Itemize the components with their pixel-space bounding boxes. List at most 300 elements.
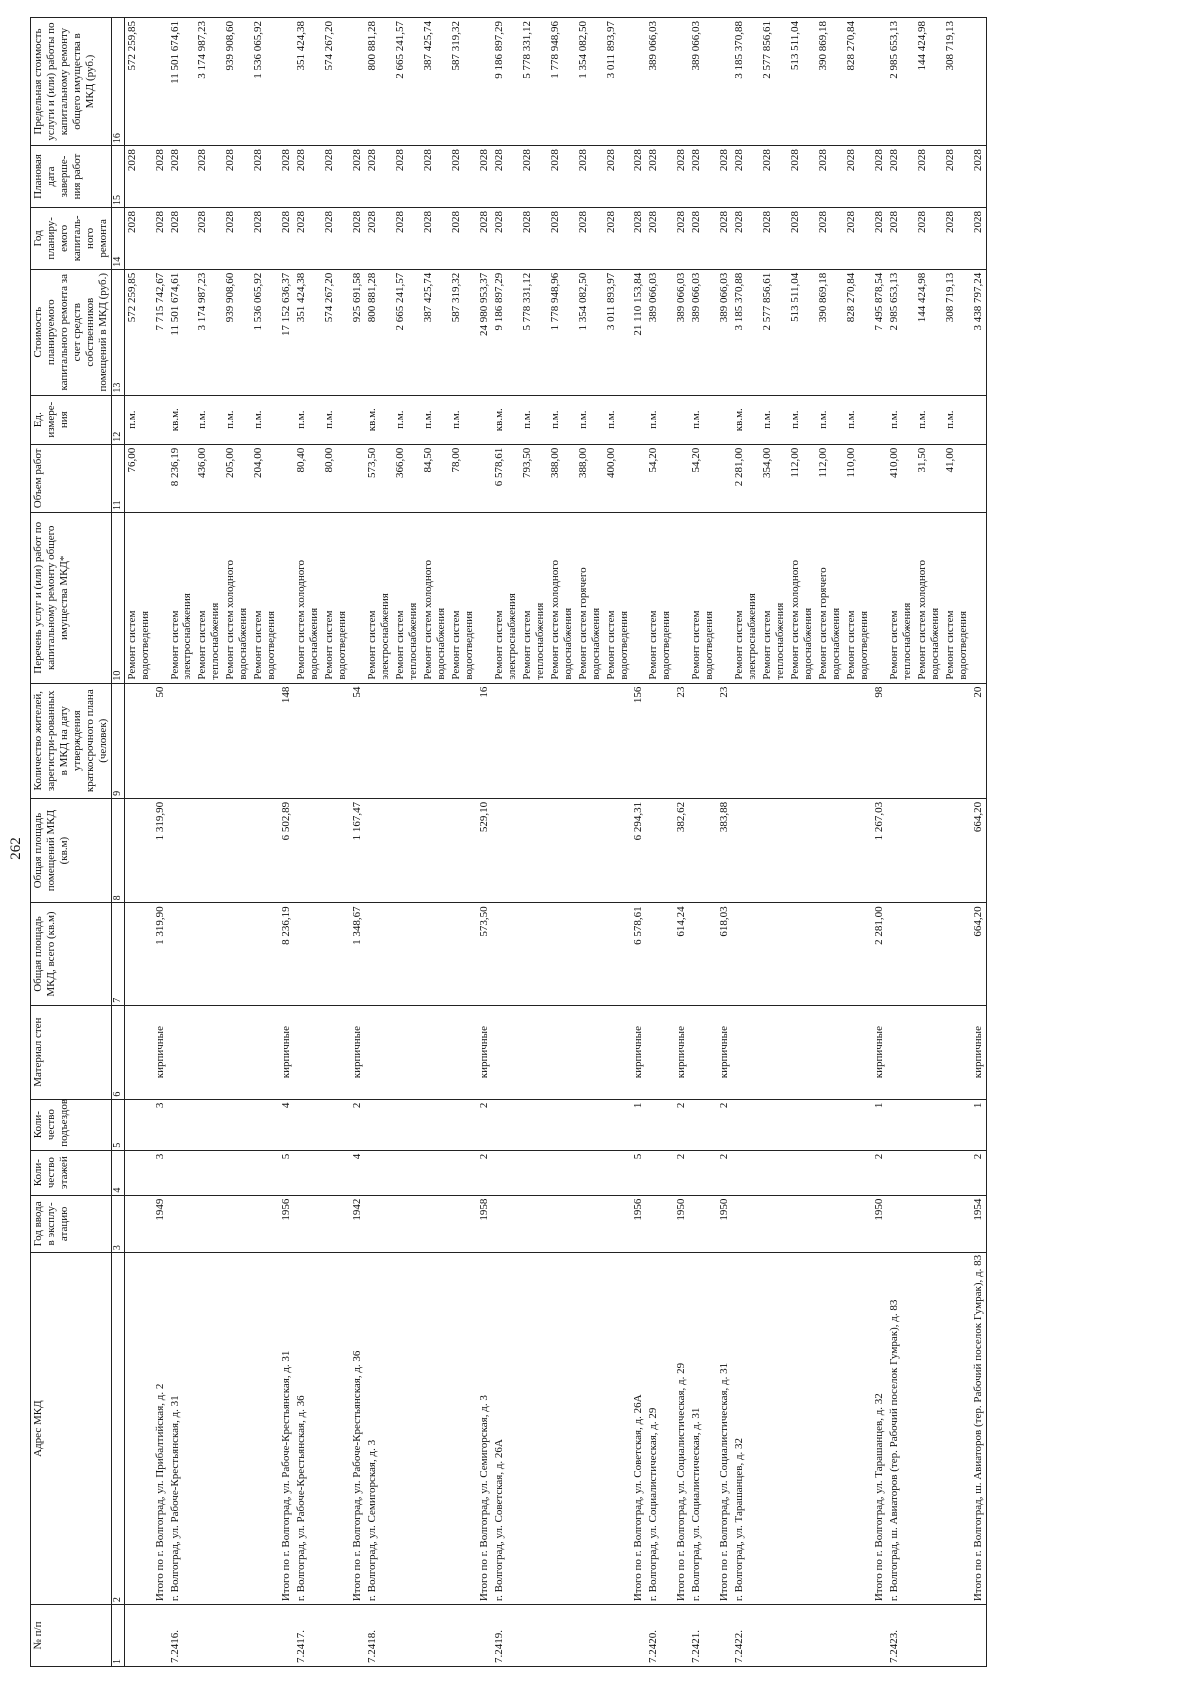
table-cell: [449, 1605, 477, 1667]
table-row: [689, 18, 717, 1667]
table-cell: 618,03: [717, 903, 732, 1005]
column-number: 1: [111, 1605, 124, 1667]
work-description-cell: [421, 512, 449, 683]
table-cell: [322, 1099, 350, 1150]
table-cell: [251, 1253, 279, 1605]
table-cell: 3 438 797,24: [971, 269, 986, 395]
table-cell: 587 319,32: [449, 269, 477, 395]
total-row: [153, 18, 168, 1667]
table-cell: 6 502,89: [279, 798, 294, 903]
work-description-line: водоснабжения: [561, 607, 574, 680]
capital-repair-table: [30, 17, 987, 1667]
work-description-line: электроснабжения: [746, 593, 759, 680]
table-cell: 1 348,67: [350, 903, 365, 1005]
table-row: [195, 18, 223, 1667]
column-header: Ед. измере-ния: [31, 395, 112, 444]
table-row: [223, 18, 251, 1667]
table-cell: 573,50: [365, 444, 393, 512]
table-cell: [124, 1253, 152, 1605]
work-description-cell: [548, 512, 576, 683]
table-cell: г. Волгоград, ш. Авиаторов (тер. Рабочий поселок Гумрак), д. 83: [887, 1253, 915, 1605]
work-description-cell: [195, 512, 223, 683]
table-cell: [223, 903, 251, 1005]
table-cell: [322, 1253, 350, 1605]
table-cell: [492, 1005, 520, 1099]
table-cell: [631, 18, 646, 146]
total-row: [872, 18, 887, 1667]
table-row: [548, 18, 576, 1667]
table-cell: [548, 1605, 576, 1667]
table-cell: 3 011 893,97: [604, 269, 632, 395]
table-cell: [760, 683, 788, 798]
table-cell: п.м.: [915, 395, 943, 444]
table-cell: [971, 1605, 986, 1667]
table-cell: 436,00: [195, 444, 223, 512]
total-row: [279, 18, 294, 1667]
table-cell: [788, 1099, 816, 1150]
table-cell: [393, 1150, 421, 1195]
table-cell: кв.м.: [168, 395, 196, 444]
table-cell: [195, 1195, 223, 1253]
work-description-line: водоотведения: [857, 610, 870, 680]
table-cell: 9 186 897,29: [492, 18, 520, 146]
table-cell: [477, 512, 492, 683]
table-cell: [604, 1195, 632, 1253]
table-cell: 110,00: [844, 444, 872, 512]
table-cell: 11 501 674,61: [168, 269, 196, 395]
table-row: [788, 18, 816, 1667]
table-cell: 2028: [153, 146, 168, 208]
table-cell: 2028: [279, 146, 294, 208]
table-cell: 2028: [732, 207, 760, 269]
table-row: [294, 18, 322, 1667]
table-cell: 2028: [943, 146, 971, 208]
table-cell: 204,00: [251, 444, 279, 512]
table-cell: [393, 1005, 421, 1099]
column-header: Предельная стоимость услуги и (или) работы по капитальному ремонту общего имущества в МКД (руб.): [31, 18, 112, 146]
table-cell: г. Волгоград, ул. Рабоче-Крестьянская, д. 31: [168, 1253, 196, 1605]
table-row: [915, 18, 943, 1667]
table-cell: [322, 798, 350, 903]
table-cell: [604, 1099, 632, 1150]
table-cell: [816, 1605, 844, 1667]
table-cell: 2028: [279, 207, 294, 269]
table-cell: [365, 1099, 393, 1150]
table-cell: [223, 798, 251, 903]
table-cell: [195, 1150, 223, 1195]
table-cell: [788, 683, 816, 798]
table-cell: п.м.: [887, 395, 915, 444]
table-cell: [124, 903, 152, 1005]
table-cell: 1942: [350, 1195, 365, 1253]
table-cell: 2 577 856,61: [760, 18, 788, 146]
work-description-line: Ремонт систем: [647, 610, 660, 680]
table-cell: [631, 444, 646, 512]
table-row: [816, 18, 844, 1667]
table-cell: [168, 683, 196, 798]
table-cell: [421, 1195, 449, 1253]
table-cell: [251, 1099, 279, 1150]
table-cell: 2028: [844, 207, 872, 269]
table-cell: [915, 1099, 943, 1150]
work-description-cell: [365, 512, 393, 683]
table-cell: 2028: [195, 146, 223, 208]
table-cell: 2028: [223, 207, 251, 269]
table-row: [322, 18, 350, 1667]
table-cell: 2 281,00: [872, 903, 887, 1005]
table-cell: 2028: [492, 146, 520, 208]
table-cell: [689, 1005, 717, 1099]
table-cell: 1 267,03: [872, 798, 887, 903]
table-cell: [294, 1195, 322, 1253]
column-number: 9: [111, 683, 124, 798]
table-cell: [943, 1099, 971, 1150]
table-cell: [548, 683, 576, 798]
work-description-line: водоснабжения: [830, 607, 843, 680]
work-description-line: Ремонт систем: [366, 610, 379, 680]
work-description-line: Ремонт систем горячего: [817, 567, 830, 680]
table-cell: [943, 903, 971, 1005]
table-cell: 2028: [492, 207, 520, 269]
table-cell: [971, 512, 986, 683]
table-cell: 20: [971, 683, 986, 798]
table-cell: [492, 798, 520, 903]
table-cell: [887, 903, 915, 1005]
table-cell: [124, 1099, 152, 1150]
table-cell: [195, 1005, 223, 1099]
table-header: [31, 18, 125, 1667]
table-cell: [393, 1195, 421, 1253]
work-description-cell: [124, 512, 152, 683]
table-cell: [887, 1099, 915, 1150]
table-cell: [195, 903, 223, 1005]
table-cell: 2 577 856,61: [760, 269, 788, 395]
table-body: [124, 18, 986, 1667]
column-header: Объем работ: [31, 444, 112, 512]
work-description-cell: [520, 512, 548, 683]
table-cell: 2028: [788, 207, 816, 269]
total-row: [971, 18, 986, 1667]
table-cell: 2028: [872, 146, 887, 208]
column-header: Стоимость планируемого капитального ремонта за счет средств собственников помещений в МКД (руб.): [31, 269, 112, 395]
work-description-line: водоснабжения: [802, 607, 815, 680]
table-cell: кирпичные: [872, 1005, 887, 1099]
table-cell: [322, 903, 350, 1005]
table-cell: 2028: [195, 207, 223, 269]
table-cell: [548, 1253, 576, 1605]
column-number: 10: [111, 512, 124, 683]
table-cell: [322, 1150, 350, 1195]
table-cell: [477, 1605, 492, 1667]
table-cell: 388,00: [576, 444, 604, 512]
table-cell: [576, 1195, 604, 1253]
table-cell: 513 511,04: [788, 269, 816, 395]
table-cell: [717, 1605, 732, 1667]
table-cell: 4: [279, 1099, 294, 1150]
table-cell: 2028: [717, 207, 732, 269]
table-cell: [449, 903, 477, 1005]
table-cell: [449, 1099, 477, 1150]
table-cell: 2028: [646, 207, 674, 269]
table-cell: [816, 1005, 844, 1099]
table-cell: [124, 1005, 152, 1099]
table-cell: [153, 512, 168, 683]
table-cell: [646, 1150, 674, 1195]
work-description-line: Ремонт систем: [492, 610, 505, 680]
table-cell: кирпичные: [279, 1005, 294, 1099]
table-cell: [576, 1099, 604, 1150]
total-row: [350, 18, 365, 1667]
table-cell: 4: [350, 1150, 365, 1195]
work-description-line: водоотведения: [617, 610, 630, 680]
table-cell: [251, 1150, 279, 1195]
table-cell: 573,50: [477, 903, 492, 1005]
work-description-cell: [887, 512, 915, 683]
table-cell: 800 881,28: [365, 18, 393, 146]
table-cell: [915, 903, 943, 1005]
table-cell: [760, 903, 788, 1005]
table-cell: [168, 1005, 196, 1099]
table-cell: [168, 903, 196, 1005]
table-cell: 2028: [844, 146, 872, 208]
table-cell: 389 066,03: [646, 269, 674, 395]
table-cell: п.м.: [760, 395, 788, 444]
table-cell: [223, 1253, 251, 1605]
table-cell: [887, 1195, 915, 1253]
work-description-line: водоотведения: [265, 610, 278, 680]
table-cell: 2 281,00: [732, 444, 760, 512]
table-cell: [915, 683, 943, 798]
table-cell: 2028: [915, 146, 943, 208]
table-cell: [943, 1195, 971, 1253]
table-cell: 664,20: [971, 798, 986, 903]
table-cell: кирпичные: [971, 1005, 986, 1099]
table-cell: [872, 444, 887, 512]
work-description-line: водоснабжения: [237, 607, 250, 680]
table-cell: [788, 1605, 816, 1667]
table-cell: 2028: [294, 207, 322, 269]
work-description-line: Ремонт систем: [252, 610, 265, 680]
work-description-line: теплоснабжения: [774, 602, 787, 680]
work-description-cell: [168, 512, 196, 683]
table-cell: 2028: [153, 207, 168, 269]
table-row: [124, 18, 152, 1667]
table-cell: [548, 1099, 576, 1150]
table-cell: 2028: [520, 207, 548, 269]
table-row: [365, 18, 393, 1667]
table-cell: [576, 798, 604, 903]
table-cell: [393, 798, 421, 903]
table-cell: [492, 1099, 520, 1150]
table-cell: [788, 1005, 816, 1099]
table-cell: [153, 1605, 168, 1667]
table-cell: 6 578,61: [492, 444, 520, 512]
table-cell: [449, 1005, 477, 1099]
work-description-cell: [294, 512, 322, 683]
table-cell: [971, 395, 986, 444]
column-number: 8: [111, 798, 124, 903]
table-cell: 2028: [520, 146, 548, 208]
table-cell: [168, 1195, 196, 1253]
table-cell: [421, 798, 449, 903]
table-cell: [492, 1150, 520, 1195]
table-cell: 2028: [887, 207, 915, 269]
table-cell: [872, 512, 887, 683]
table-cell: 3: [153, 1099, 168, 1150]
table-cell: [294, 798, 322, 903]
table-cell: [631, 395, 646, 444]
table-row: [168, 18, 196, 1667]
table-cell: [520, 1099, 548, 1150]
work-description-line: водоснабжения: [434, 607, 447, 680]
work-description-line: водоснабжения: [308, 607, 321, 680]
table-cell: [689, 1150, 717, 1195]
table-cell: [674, 395, 689, 444]
table-cell: 2 665 241,57: [393, 18, 421, 146]
table-cell: [251, 683, 279, 798]
table-cell: [788, 798, 816, 903]
table-cell: 387 425,74: [421, 269, 449, 395]
work-description-line: электроснабжения: [379, 593, 392, 680]
table-cell: [689, 1099, 717, 1150]
table-cell: [365, 1005, 393, 1099]
table-cell: 2028: [717, 146, 732, 208]
table-cell: 7.2418.: [365, 1605, 393, 1667]
table-cell: [816, 1253, 844, 1605]
table-cell: [294, 1005, 322, 1099]
column-header: Перечень услуг и (или) работ по капитальному ремонту общего имущества МКД*: [31, 512, 112, 683]
table-cell: кирпичные: [717, 1005, 732, 1099]
table-cell: 3 174 987,23: [195, 269, 223, 395]
table-cell: 3: [153, 1150, 168, 1195]
table-cell: [322, 1195, 350, 1253]
table-cell: 2028: [421, 207, 449, 269]
table-cell: 2: [717, 1099, 732, 1150]
table-cell: 2028: [393, 207, 421, 269]
table-row: [887, 18, 915, 1667]
table-cell: [887, 1005, 915, 1099]
table-cell: [548, 1195, 576, 1253]
table-cell: [760, 1150, 788, 1195]
table-cell: [604, 798, 632, 903]
table-cell: 2028: [674, 146, 689, 208]
table-cell: [760, 1605, 788, 1667]
table-cell: 3 185 370,88: [732, 18, 760, 146]
work-description-cell: [816, 512, 844, 683]
table-row: [251, 18, 279, 1667]
column-number: 13: [111, 269, 124, 395]
table-cell: [251, 903, 279, 1005]
table-cell: [322, 1605, 350, 1667]
table-cell: 1 319,90: [153, 798, 168, 903]
table-cell: [365, 1195, 393, 1253]
table-cell: [689, 1195, 717, 1253]
table-cell: 2028: [421, 146, 449, 208]
table-cell: [943, 1150, 971, 1195]
table-cell: кв.м.: [365, 395, 393, 444]
table-row: [520, 18, 548, 1667]
table-cell: [520, 1605, 548, 1667]
table-cell: [816, 903, 844, 1005]
table-cell: [631, 512, 646, 683]
table-cell: 2: [477, 1099, 492, 1150]
table-cell: 925 691,58: [350, 269, 365, 395]
table-cell: п.м.: [548, 395, 576, 444]
table-cell: 2028: [322, 207, 350, 269]
table-cell: 572 259,85: [124, 18, 152, 146]
table-cell: [604, 1253, 632, 1605]
table-cell: 2028: [872, 207, 887, 269]
table-cell: [844, 1099, 872, 1150]
table-cell: 2 985 653,13: [887, 269, 915, 395]
table-cell: п.м.: [816, 395, 844, 444]
table-cell: 7.2419.: [492, 1605, 520, 1667]
table-cell: 31,50: [915, 444, 943, 512]
table-cell: 6 578,61: [631, 903, 646, 1005]
table-cell: 351 424,38: [294, 18, 322, 146]
column-number: 14: [111, 207, 124, 269]
work-description-line: теплоснабжения: [900, 602, 913, 680]
table-cell: [223, 1605, 251, 1667]
table-cell: [350, 1605, 365, 1667]
column-header: Общая площадь МКД, всего (кв.м): [31, 903, 112, 1005]
table-cell: 2028: [604, 146, 632, 208]
table-cell: [124, 1605, 152, 1667]
table-cell: 144 424,98: [915, 269, 943, 395]
table-cell: [760, 1195, 788, 1253]
table-cell: 54,20: [646, 444, 674, 512]
table-cell: 76,00: [124, 444, 152, 512]
table-cell: [732, 798, 760, 903]
table-cell: 2: [717, 1150, 732, 1195]
table-cell: 2028: [477, 146, 492, 208]
table-cell: 144 424,98: [915, 18, 943, 146]
table-cell: [732, 1150, 760, 1195]
table-cell: 382,62: [674, 798, 689, 903]
table-cell: [915, 1253, 943, 1605]
table-cell: 2028: [760, 146, 788, 208]
table-cell: [732, 1195, 760, 1253]
table-cell: 2028: [971, 146, 986, 208]
table-cell: 614,24: [674, 903, 689, 1005]
table-cell: 41,00: [943, 444, 971, 512]
table-cell: 2028: [887, 146, 915, 208]
table-cell: [816, 1150, 844, 1195]
table-cell: 389 066,03: [717, 269, 732, 395]
column-header: Коли-чество этажей: [31, 1150, 112, 1195]
work-description-cell: [393, 512, 421, 683]
table-cell: г. Волгоград, ул. Социалистическая, д. 31: [689, 1253, 717, 1605]
table-cell: [322, 683, 350, 798]
table-cell: 387 425,74: [421, 18, 449, 146]
table-cell: [760, 798, 788, 903]
table-cell: 7 495 878,54: [872, 269, 887, 395]
table-cell: г. Волгоград, ул. Социалистическая, д. 29: [646, 1253, 674, 1605]
work-description-line: водоотведения: [956, 610, 969, 680]
table-cell: 2028: [971, 207, 986, 269]
table-cell: 3 185 370,88: [732, 269, 760, 395]
table-cell: 80,00: [322, 444, 350, 512]
table-cell: [576, 1150, 604, 1195]
table-cell: [732, 1005, 760, 1099]
table-cell: [393, 683, 421, 798]
table-cell: 8 236,19: [168, 444, 196, 512]
total-row: [631, 18, 646, 1667]
table-cell: 390 869,18: [816, 269, 844, 395]
work-description-line: Ремонт систем: [168, 610, 181, 680]
column-header: Общая площадь помещений МКД (кв.м): [31, 798, 112, 903]
table-cell: [604, 1005, 632, 1099]
